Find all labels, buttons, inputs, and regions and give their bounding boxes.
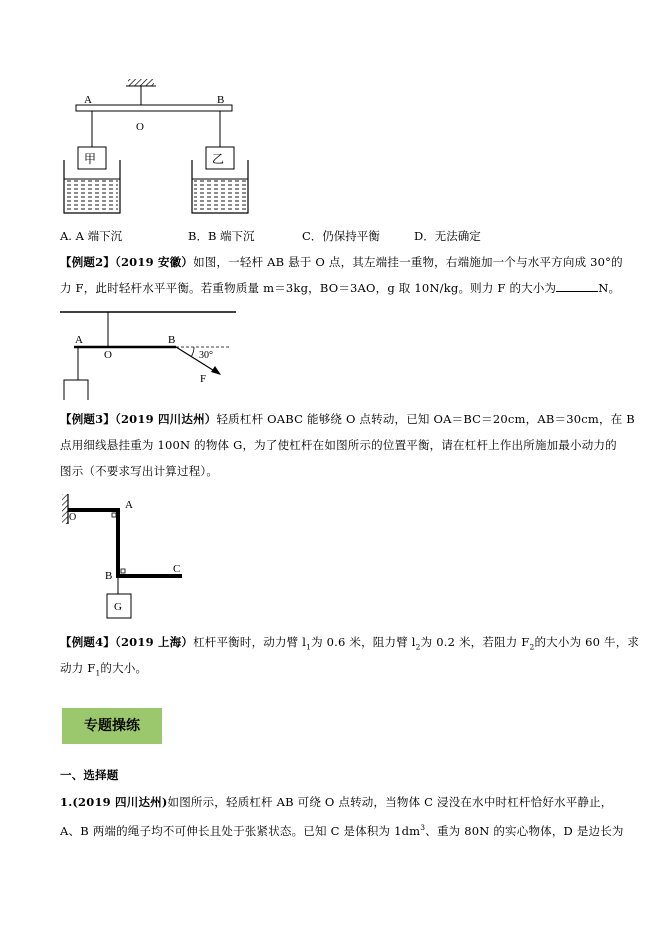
lever-bar bbox=[76, 105, 232, 111]
example4-text-d: 的大小为 60 牛，求 bbox=[534, 635, 640, 649]
question1-line2 bbox=[60, 820, 624, 839]
question1-line1 bbox=[60, 794, 613, 810]
example3-line2: 点用细线悬挂重为 100N 的物体 G，为了使杠杆在如图所示的位置平衡，请在杠杆上作出所施加最小动力的 bbox=[60, 438, 617, 452]
left-water bbox=[66, 179, 118, 211]
label-o: O bbox=[136, 121, 144, 133]
label-f: F bbox=[200, 373, 207, 385]
label-o-3: O bbox=[69, 512, 77, 523]
angle-label: 30° bbox=[199, 350, 213, 361]
label-a-3: A bbox=[125, 499, 133, 511]
ceiling-hatch bbox=[128, 79, 154, 86]
label-b-2: B bbox=[168, 334, 176, 346]
example4-tag: 【例题4】 bbox=[60, 635, 116, 649]
label-c-3: C bbox=[173, 563, 181, 575]
example2-line2 bbox=[60, 280, 620, 296]
example2-text2a: 力 F，此时轻杆水平平衡。若重物质量 m＝3kg，BO＝3AO，g 取 10N/kg。则力 F 的大小为 bbox=[60, 281, 557, 295]
banner-label: 专题操练 bbox=[84, 718, 140, 734]
label-b-3: B bbox=[105, 570, 113, 582]
answer-blank[interactable] bbox=[556, 281, 598, 292]
subscript: 2 bbox=[529, 642, 535, 652]
option-d: D．无法确定 bbox=[414, 229, 481, 243]
label-g: G bbox=[114, 601, 122, 613]
example2-source: （2019 安徽） bbox=[115, 255, 194, 269]
section-heading: 一、选择题 bbox=[60, 768, 119, 782]
example3-text1: 轻质杠杆 OABC 能够绕 O 点转动，已知 OA＝BC＝20cm，AB＝30cm，在 B bbox=[216, 412, 635, 426]
question1-text1: 如图所示，轻质杠杆 AB 可绕 O 点转动，当物体 C 浸没在水中时杠杆恰好水平静止， bbox=[167, 795, 613, 809]
question1-text2b: 、重为 80N 的实心物体，D 是边长为 bbox=[425, 823, 624, 838]
example4-text-c: 为 0.2 米，若阻力 F bbox=[420, 635, 530, 649]
question1-number: 1. bbox=[60, 795, 73, 809]
example2-text1: 如图，一轻杆 AB 悬于 O 点，其左端挂一重物，右端施加一个与水平方向成 30°的 bbox=[193, 255, 623, 269]
figure-lever-beakers bbox=[60, 75, 250, 223]
label-o-2: O bbox=[104, 349, 112, 361]
option-c: C．仍保持平衡 bbox=[302, 229, 380, 243]
example2-text2b: N。 bbox=[598, 281, 621, 295]
question1-source: (2019 四川达州) bbox=[72, 795, 168, 809]
right-box-label: 乙 bbox=[212, 152, 225, 166]
wall-hatch bbox=[62, 494, 68, 524]
option-b: B．B 端下沉 bbox=[188, 229, 255, 243]
label-a-2: A bbox=[75, 334, 83, 346]
subscript: 1 bbox=[306, 642, 312, 652]
example3-tag: 【例题3】 bbox=[60, 412, 116, 426]
left-box-label: 甲 bbox=[84, 152, 97, 166]
right-water bbox=[194, 179, 246, 211]
label-b: B bbox=[217, 94, 225, 106]
example4-line1 bbox=[60, 634, 639, 655]
subscript: 1 bbox=[95, 668, 101, 678]
section-banner bbox=[62, 708, 166, 748]
example4-text-e: 动力 F bbox=[60, 661, 96, 675]
superscript: 3 bbox=[420, 823, 426, 832]
question1-text2a: A、B 两端的绳子均不可伸长且处于张紧状态。已知 C 是体积为 1dm bbox=[60, 823, 421, 838]
example2-line1 bbox=[60, 254, 623, 270]
example3-line1 bbox=[60, 411, 635, 427]
example3-source: （2019 四川达州） bbox=[115, 412, 217, 426]
example4-text-b: 为 0.6 米，阻力臂 l bbox=[311, 635, 416, 649]
example4-source: （2019 上海） bbox=[115, 635, 194, 649]
label-a: A bbox=[84, 94, 92, 106]
figure-bent-lever bbox=[60, 490, 190, 622]
subscript: 2 bbox=[415, 642, 421, 652]
example3-line3: 图示（不要求写出计算过程）。 bbox=[60, 464, 219, 478]
figure-lever-force bbox=[58, 300, 238, 402]
example4-line2 bbox=[60, 660, 147, 681]
option-a: A. A 端下沉 bbox=[60, 229, 123, 243]
example2-tag: 【例题2】 bbox=[60, 255, 116, 269]
example4-text-a: 杠杆平衡时，动力臂 l bbox=[193, 635, 307, 649]
example4-text-f: 的大小。 bbox=[100, 661, 148, 675]
